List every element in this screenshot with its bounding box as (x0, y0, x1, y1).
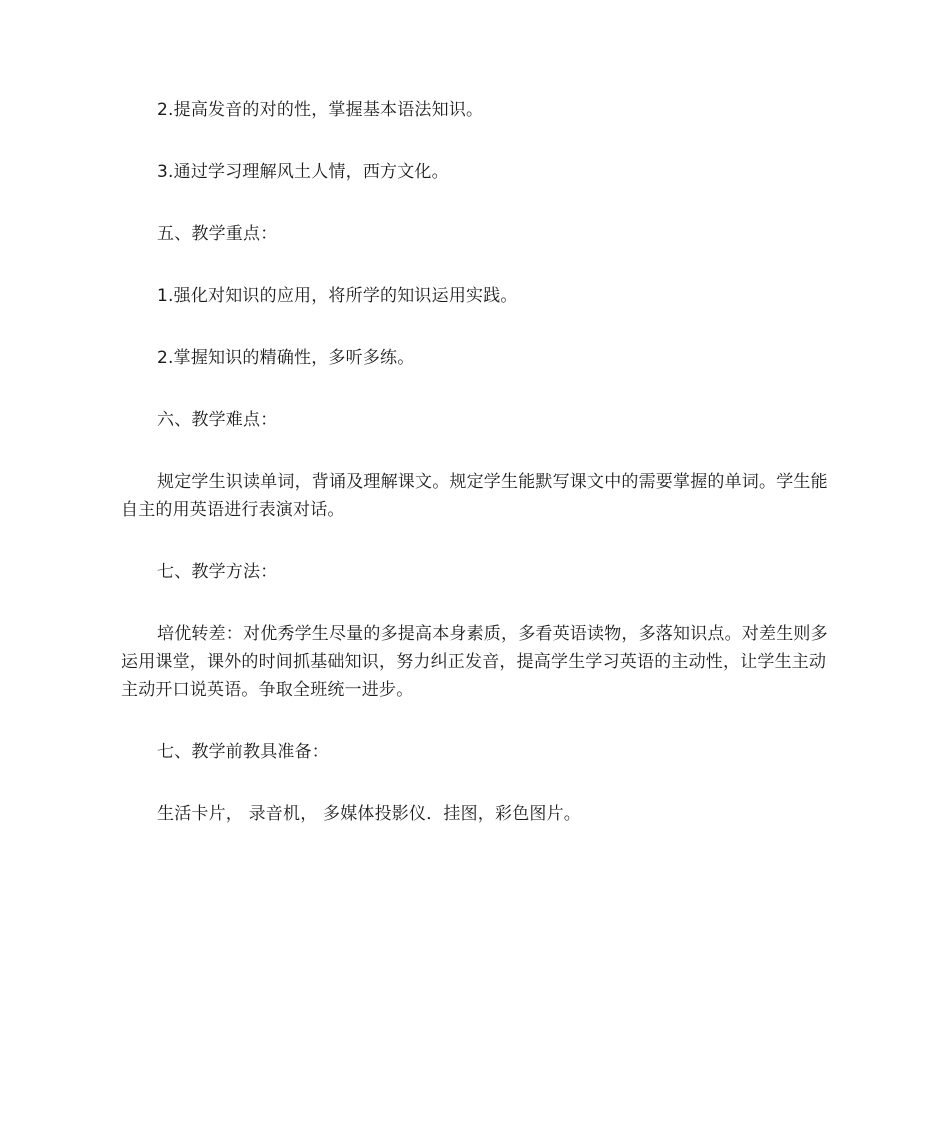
heading-key-points: 五、教学重点： (157, 224, 278, 244)
paragraph-key-point-2: 2.掌握知识的精确性，多听多练。 (157, 348, 415, 368)
heading-difficulties: 六、教学难点： (157, 410, 278, 430)
paragraph-teaching-aids: 生活卡片， 录音机， 多媒体投影仪．挂图，彩色图片。 (157, 804, 582, 824)
paragraph-methods: 培优转差：对优秀学生尽量的多提高本身素质，多看英语读物，多落知识点。对差生则多运用课堂，课外的时间抓基础知识，努力纠正发音，提高学生学习英语的主动性，让学生主动主动开口说英语。争取全班统一进步。 (121, 624, 828, 700)
heading-teaching-aids: 七、教学前教具准备： (157, 742, 329, 762)
paragraph-difficulties: 规定学生识读单词，背诵及理解课文。规定学生能默写课文中的需要掌握的单词。学生能自主的用英语进行表演对话。 (121, 472, 828, 520)
document-body (121, 96, 831, 828)
paragraph-pronunciation-goal: 2.提高发音的对的性，掌握基本语法知识。 (157, 100, 484, 120)
heading-methods: 七、教学方法： (157, 562, 278, 582)
paragraph-key-point-1: 1.强化对知识的应用，将所学的知识运用实践。 (157, 286, 518, 306)
paragraph-culture-goal: 3.通过学习理解风土人情，西方文化。 (157, 162, 449, 182)
